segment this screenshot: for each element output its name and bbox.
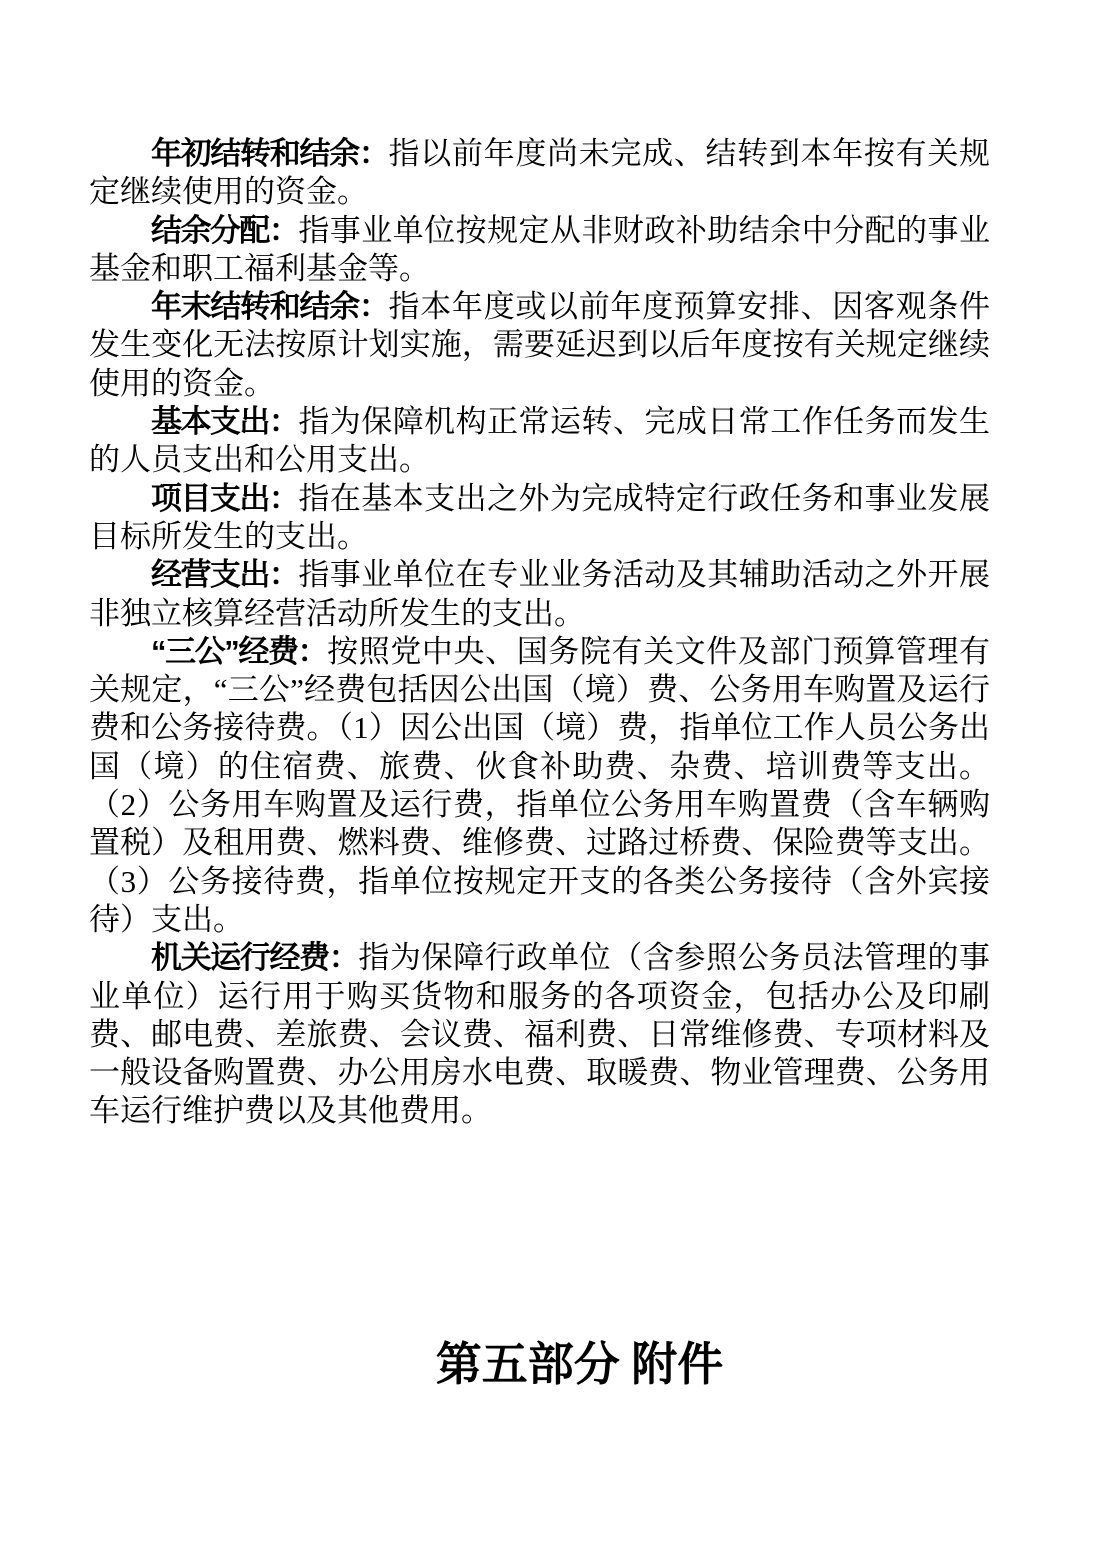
term-label: 基本支出： — [151, 404, 299, 440]
section-title: 第五部分 附件 — [435, 1338, 724, 1390]
term-label: 机关运行经费： — [151, 940, 359, 976]
definition-paragraph — [89, 403, 990, 480]
term-definition: 指为保障机构正常运转、完成日常工作任务而发生的人员支出和公用支出。 — [89, 404, 991, 478]
term-definition: 指在基本支出之外为完成特定行政任务和事业发展目标所发生的支出。 — [89, 480, 991, 554]
definition-paragraph — [89, 212, 990, 289]
term-definition: 指本年度或以前年度预算安排、因客观条件发生变化无法按原计划实施，需要延迟到以后年度按有关规定继续使用的资金。 — [89, 289, 991, 401]
term-label: 项目支出： — [151, 480, 299, 516]
definition-paragraph — [89, 633, 990, 939]
term-definition: 按照党中央、国务院有关文件及部门预算管理有关规定，“三公”经费包括因公出国（境）费、公务用车购置及运行费和公务接待费。（1）因公出国（境）费，指单位工作人员公务出国（境）的住宿费、旅费、伙食补助费、杂费、培训费等支出。（2）公务用车购置及运行费，指单位公务用车购置费（含车辆购置税）及租用费、燃料费、维修费、过路过桥费、保险费等支出。（3）公务接待费，指单位按规定开支的各类公务接待（含外宾接待）支出。 — [89, 633, 991, 937]
definition-paragraph — [89, 556, 990, 633]
term-definition: 指事业单位在专业业务活动及其辅助活动之外开展非独立核算经营活动所发生的支出。 — [89, 557, 991, 631]
body-text — [89, 135, 990, 1392]
term-label: “三公”经费： — [151, 633, 328, 669]
definition-paragraph — [89, 135, 990, 212]
term-label: 年末结转和结余： — [151, 289, 389, 325]
definition-paragraph — [89, 288, 990, 403]
term-label: 年初结转和结余： — [151, 136, 389, 171]
term-label: 结余分配： — [151, 212, 299, 248]
definition-paragraph — [89, 939, 990, 1130]
term-definition: 指事业单位按规定从非财政补助结余中分配的事业基金和职工福利基金等。 — [89, 212, 991, 286]
term-definition: 指为保障行政单位（含参照公务员法管理的事业单位）运行用于购买货物和服务的各项资金，包括办公及印刷费、邮电费、差旅费、会议费、福利费、日常维修费、专项材料及一般设备购置费、办公用房水电费、取暖费、物业管理费、公务用车运行维护费以及其他费用。 — [89, 940, 991, 1129]
term-label: 经营支出： — [151, 557, 299, 593]
term-definition: 指以前年度尚未完成、结转到本年按有关规定继续使用的资金。 — [89, 136, 991, 210]
definition-paragraph — [89, 480, 990, 557]
